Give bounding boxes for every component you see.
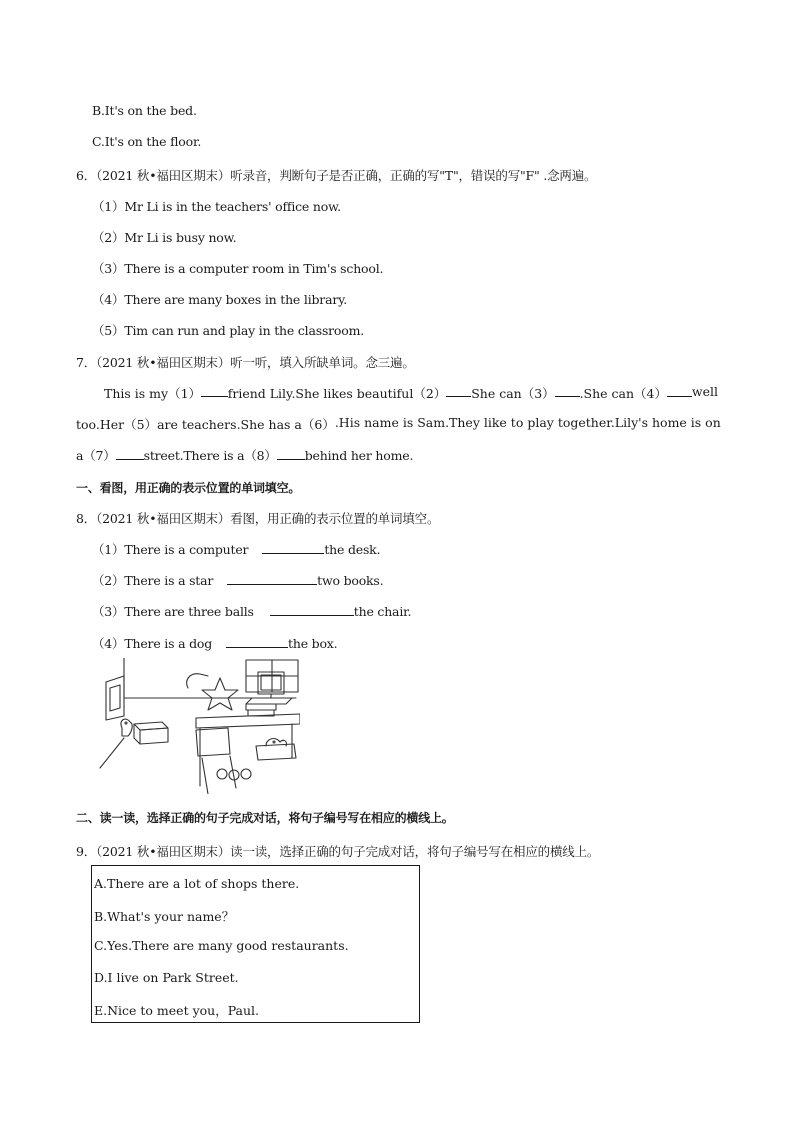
window-icon bbox=[246, 660, 298, 692]
q7-passage-line-3 bbox=[76, 446, 413, 464]
q8-blank-2[interactable] bbox=[227, 572, 317, 585]
section-1-heading: 一、看图，用正确的表示位置的单词填空。 bbox=[76, 481, 301, 495]
q7-blank-4[interactable] bbox=[667, 384, 692, 397]
wall-frame-icon bbox=[106, 676, 124, 720]
q7-blank-7[interactable] bbox=[116, 447, 144, 460]
chair-icon bbox=[196, 728, 236, 794]
q6-item-1: （1）Mr Li is in the teachers' office now. bbox=[92, 199, 341, 214]
q7-line3-part1: a（7） bbox=[76, 448, 116, 463]
q9-option-a: A.There are a lot of shops there. bbox=[94, 876, 300, 891]
q6-item-2: （2）Mr Li is busy now. bbox=[92, 230, 237, 245]
q7-line2-part3: .His name is Sam.They like to play together.Lily's home is on bbox=[334, 415, 721, 430]
q8-item-1-after: the desk. bbox=[324, 542, 381, 557]
q8-item-1 bbox=[92, 540, 380, 558]
q7-line1-part3: She can（3） bbox=[471, 386, 555, 401]
section-2-heading: 二、读一读，选择正确的句子完成对话，将句子编号写在相应的横线上。 bbox=[76, 811, 454, 825]
q7-line2-part1: too.Her（5） bbox=[76, 417, 158, 432]
q6-item-3: （3）There is a computer room in Tim's school. bbox=[92, 261, 384, 276]
computer-icon bbox=[246, 672, 292, 704]
q7-line1-part5: well bbox=[691, 384, 718, 399]
q6-item-4: （4）There are many boxes in the library. bbox=[92, 292, 348, 307]
q9-option-e: E.Nice to meet you，Paul. bbox=[94, 1003, 260, 1018]
q8-item-2-before: （2）There is a star bbox=[92, 573, 214, 588]
q8-item-3-before: （3）There are three balls bbox=[92, 604, 254, 619]
q7-line1-part2: friend Lily.She likes beautiful（2） bbox=[227, 386, 447, 401]
q8-item-2 bbox=[92, 571, 383, 589]
box-with-dog-icon bbox=[256, 739, 296, 760]
floor-edge-line bbox=[100, 738, 124, 768]
q9-options-box bbox=[91, 865, 420, 1023]
floor-box-icon bbox=[134, 722, 168, 744]
q9-option-d: D.I live on Park Street. bbox=[94, 970, 239, 985]
q5-option-c: C.It's on the floor. bbox=[92, 134, 202, 149]
q7-line2-part2: are teachers.She has a（6） bbox=[157, 417, 335, 432]
q8-blank-1[interactable] bbox=[262, 541, 324, 554]
books-icon bbox=[246, 704, 276, 716]
q7-blank-3[interactable] bbox=[555, 384, 580, 397]
q7-line3-part3: behind her home. bbox=[304, 448, 414, 463]
q8-item-1-before: （1）There is a computer bbox=[92, 542, 249, 557]
q8-item-2-after: two books. bbox=[317, 573, 384, 588]
q9-option-c: C.Yes.There are many good restaurants. bbox=[94, 938, 349, 953]
q6-title: 6．（2021 秋•福田区期末）听录音，判断句子是否正确，正确的写"T"，错误的写"F" .念两遍。 bbox=[76, 168, 597, 183]
q6-item-5: （5）Tim can run and play in the classroom. bbox=[92, 323, 365, 338]
q7-title: 7．（2021 秋•福田区期末）听一听，填入所缺单词。念三遍。 bbox=[76, 355, 415, 370]
q7-blank-2[interactable] bbox=[446, 384, 471, 397]
q8-item-3-after: the chair. bbox=[353, 604, 412, 619]
q7-passage-line-2 bbox=[76, 415, 721, 433]
q8-item-4 bbox=[92, 634, 337, 652]
q9-option-b: B.What's your name？ bbox=[94, 909, 235, 924]
q9-title: 9．（2021 秋•福田区期末）读一读，选择正确的句子完成对话，将句子编号写在相应的横线上。 bbox=[76, 844, 600, 859]
room-illustration bbox=[96, 658, 300, 794]
q7-blank-1[interactable] bbox=[201, 384, 228, 397]
q5-option-b: B.It's on the bed. bbox=[92, 103, 197, 118]
q8-item-4-before: （4）There is a dog bbox=[92, 636, 213, 651]
desk-icon bbox=[196, 714, 300, 786]
q7-line1-part1: This is my（1） bbox=[104, 386, 202, 401]
q8-blank-4[interactable] bbox=[226, 635, 288, 648]
q8-blank-3[interactable] bbox=[270, 603, 354, 616]
dog-icon bbox=[121, 719, 132, 736]
q8-title: 8．（2021 秋•福田区期末）看图，用正确的表示位置的单词填空。 bbox=[76, 511, 440, 526]
q8-item-4-after: the box. bbox=[288, 636, 338, 651]
q7-line3-part2: street.There is a（8） bbox=[143, 448, 277, 463]
q7-passage-line-1 bbox=[104, 384, 718, 402]
hand-icon bbox=[187, 674, 208, 688]
q7-blank-8[interactable] bbox=[277, 447, 305, 460]
q8-item-3 bbox=[92, 602, 411, 620]
q7-line1-part4: .She can（4） bbox=[579, 386, 667, 401]
star-icon bbox=[202, 678, 238, 710]
